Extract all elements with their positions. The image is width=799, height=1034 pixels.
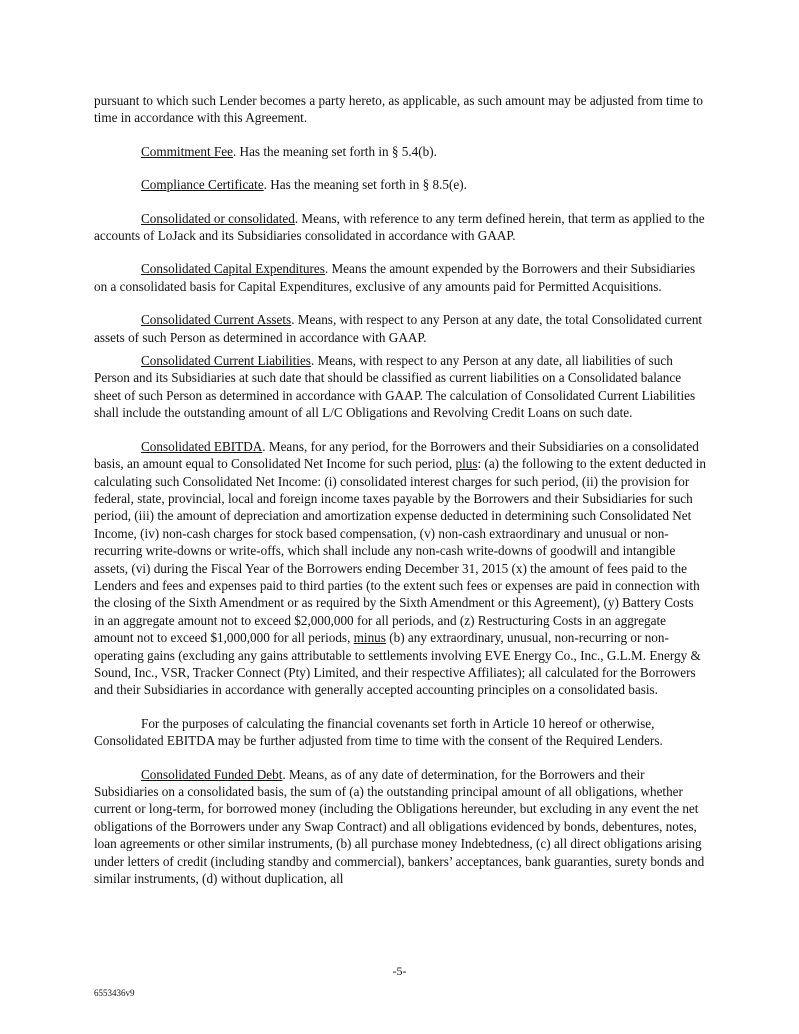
- minus-keyword: minus: [353, 630, 386, 646]
- paragraph-text: pursuant to which such Lender becomes a party hereto, as applicable, as such amount may be adjusted from time to time in accordance with this Agreement.: [94, 93, 704, 126]
- defined-term: Consolidated Current Assets: [141, 312, 292, 328]
- definition-text: : (a) the following to the extent deducted in calculating such Consolidated Net Income: (i) consolidated interest charges for such period, (ii) the provision for federal, state, provincial, local and foreign income taxes payable by the Borrowers and their Subsidiaries for such period, (iii) the amount of depreciation and amortization expense deducted in determining such Consolidated Net Income, (iv) non-cash charges for stock based compensation, (v) non-cash extraordinary and unusual or non-recurring write-downs or write-offs, which shall include any non-cash write-downs of goodwill and intangible assets, (vi) during the Fiscal Year of the Borrowers ending December 31, 2015 (x) the amount of fees paid to the Lenders and fees and expenses paid to third parties (to the extent such fees or expenses are paid in connection with the closing of the Sixth Amendment or as required by the Sixth Amendment or this Agreement), (y) Battery Costs in an aggregate amount not to exceed $2,000,000 for all periods, and (z) Restructuring Costs in an aggregate amount not to exceed $1,000,000 for all periods,: [94, 456, 706, 646]
- definition-compliance-certificate: [94, 176, 706, 193]
- definition-text: . Means, with respect to any Person at any date, the total Consolidated current assets of such Person as determined in accordance with GAAP.: [94, 312, 703, 345]
- defined-term: Consolidated Current Liabilities: [141, 353, 311, 369]
- definition-text: . Means, with respect to any Person at any date, all liabilities of such Person and its Subsidiaries at such date that should be classified as current liabilities on a Consolidated balance sheet of such Person as determined in accordance with GAAP. The calculation of Consolidated Current Liabilities shall include the outstanding amount of all L/C Obligations and Revolving Credit Loans on such date.: [94, 353, 696, 421]
- document-id: 6553436v9: [94, 988, 135, 998]
- definition-text: . Has the meaning set forth in § 8.5(e).: [263, 177, 467, 193]
- defined-term: Consolidated Capital Expenditures: [141, 261, 325, 277]
- definition-consolidated: [94, 210, 706, 245]
- definition-consolidated-funded-debt: [94, 766, 706, 888]
- definition-text: . Means, with reference to any term defined herein, that term as applied to the accounts of LoJack and its Subsidiaries consolidated in accordance with GAAP.: [94, 210, 705, 244]
- defined-term: Consolidated Funded Debt: [141, 766, 283, 782]
- paragraph-continuation: [94, 92, 706, 127]
- document-page: [94, 92, 706, 903]
- defined-term: Compliance Certificate: [141, 177, 264, 193]
- defined-term: Commitment Fee: [141, 143, 233, 159]
- definition-consolidated-current-liabilities: [94, 352, 706, 422]
- definition-text: . Means, as of any date of determination, for the Borrowers and their Subsidiaries on a consolidated basis, the sum of (a) the outstanding principal amount of all obligations, whether current or long-term, for borrowed money (including the Obligations hereunder, but excluding in any event the net obligations of the Borrowers under any Swap Contract) and all obligations evidenced by bonds, debentures, notes, loan agreements or other similar instruments, (b) all purchase money Indebtedness, (c) all direct obligations arising under letters of credit (including standby and commercial), bankers’ acceptances, bank guaranties, surety bonds and similar instruments, (d) without duplication, all: [94, 766, 705, 887]
- plus-keyword: plus: [455, 456, 478, 472]
- paragraph-text: For the purposes of calculating the financial covenants set forth in Article 10 hereof or otherwise, Consolidated EBITDA may be further adjusted from time to time with the consent of the Required Lenders.: [94, 715, 663, 749]
- definition-consolidated-capital-expenditures: [94, 260, 706, 295]
- defined-term: Consolidated or consolidated: [141, 210, 295, 226]
- definition-text: . Means, for any period, for the Borrowers and their Subsidiaries on a consolidated basis, an amount equal to Consolidated Net Income for such period,: [94, 438, 699, 472]
- definition-commitment-fee: [94, 143, 706, 160]
- page-number: -5-: [392, 964, 407, 978]
- ebitda-adjustment-note: [94, 715, 706, 750]
- definition-text: . Has the meaning set forth in § 5.4(b).: [232, 143, 437, 159]
- definition-consolidated-current-assets: [94, 311, 706, 346]
- definition-consolidated-ebitda: [94, 438, 706, 699]
- definition-text: . Means the amount expended by the Borrowers and their Subsidiaries on a consolidated basis for Capital Expenditures, exclusive of any amounts paid for Permitted Acquisitions.: [94, 261, 696, 294]
- defined-term: Consolidated EBITDA: [141, 438, 263, 454]
- definition-text: (b) any extraordinary, unusual, non-recurring or non-operating gains (excluding any gains attributable to settlements involving EVE Energy Co., Inc., G.L.M. Energy & Sound, Inc., VSR, Tracker Connect (Pty) Limited, and their respective Affiliates); all calculated for the Borrowers and their Subsidiaries in accordance with generally accepted accounting principles on a consolidated basis.: [94, 630, 701, 698]
